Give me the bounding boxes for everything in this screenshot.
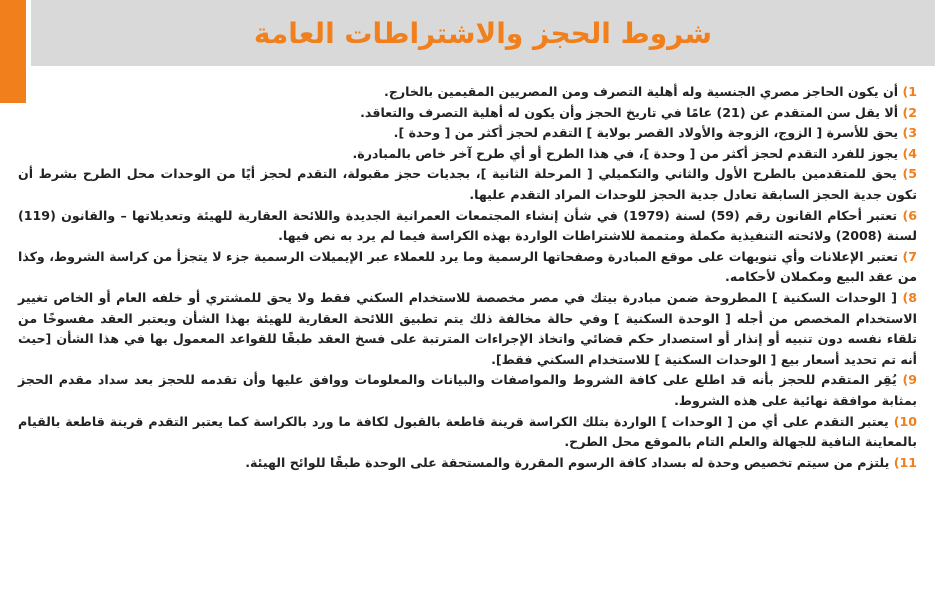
term-item xyxy=(18,82,917,103)
term-text: يُقِر المتقدم للحجز بأنه قد اطلع على كافة الشروط والمواصفات والبيانات والمعلومات ووافق عليها وأن تقدمه للحجز بعد سداد مقدم الحجز بمثابة موافقة نهائية على هذه الشروط. xyxy=(18,372,917,408)
term-text: يعتبر التقدم على أي من [ الوحدات ] الواردة بتلك الكراسة قرينة قاطعة بالقبول لكافة ما ورد بالكراسة كما يعتبر التقدم قرينة قاطعة بالقيام بالمعاينة النافية للجهالة والعلم التام بالموقع محل الطرح. xyxy=(18,413,917,450)
term-text: ألا يقل سن المتقدم عن (21) عامًا في تاريخ الحجز وأن يكون له أهلية التصرف والتعاقد. xyxy=(360,104,899,120)
term-item xyxy=(18,164,917,205)
term-text: يجوز للفرد التقدم لحجز أكثر من [ وحدة ]، في هذا الطرح أو أي طرح آخر خاص بالمبادرة. xyxy=(352,145,899,161)
term-text: أن يكون الحاجز مصري الجنسية وله أهلية التصرف ومن المصريين المقيمين بالخارج. xyxy=(384,84,899,99)
page-header xyxy=(31,0,935,66)
term-number: 8) xyxy=(902,289,917,305)
term-text: تعتبر أحكام القانون رقم (59) لسنة (1979) في شأن إنشاء المجتمعات العمرانية الجديدة واللائحة العقارية للهيئة وتعديلاتها – والقانون (119) لسنة (2008) ولائحته التنفيذية مكملة ومتممة للاشتراطات الواردة بهذه الكراسة فيما لم يرد به نص فيها. xyxy=(18,207,917,244)
term-number: 11) xyxy=(893,454,917,470)
term-item xyxy=(18,247,917,288)
term-number: 6) xyxy=(902,207,917,223)
term-number: 1) xyxy=(902,84,917,99)
term-text: يحق للمتقدمين بالطرح الأول والثاني والتكميلي [ المرحلة الثانية ]، بجديات حجز مقبولة، التقدم لحجز أيًا من الوحدات محل الطرح بشرط أن تكون جدية الحجز السابقة تعادل جدية الحجز للوحدات المراد التقدم عليها. xyxy=(18,166,917,202)
term-number: 2) xyxy=(902,104,917,120)
term-number: 9) xyxy=(902,372,917,388)
page-title: شروط الحجز والاشتراطات العامة xyxy=(253,16,713,50)
term-item xyxy=(18,412,917,453)
term-item xyxy=(18,453,917,474)
term-item xyxy=(18,144,917,165)
term-item xyxy=(18,123,917,144)
term-number: 3) xyxy=(902,125,917,141)
term-item xyxy=(18,288,917,370)
term-item xyxy=(18,103,917,124)
term-text: تعتبر الإعلانات وأي تنويهات على موقع المبادرة وصفحاتها الرسمية وما يرد للعملاء عبر الإيميلات الرسمية جزء لا يتجزأ من كراسة الشروط، وكذا من عقد البيع ومكملان لأحكامه. xyxy=(18,248,917,285)
term-text: يحق للأسرة [ الزوج، الزوجة والأولاد القصر بولاية ] التقدم لحجز أكثر من [ وحدة ]. xyxy=(393,125,899,141)
term-number: 10) xyxy=(893,413,918,429)
term-item xyxy=(18,370,917,411)
terms-list xyxy=(18,82,917,473)
term-number: 7) xyxy=(902,248,917,264)
term-number: 5) xyxy=(902,166,917,182)
term-text: يلتزم من سيتم تخصيص وحدة له بسداد كافة الرسوم المقررة والمستحقة على الوحدة طبقًا للوائح الهيئة. xyxy=(245,454,890,470)
term-item xyxy=(18,206,917,247)
term-number: 4) xyxy=(902,145,917,161)
term-text: [ الوحدات السكنية ] المطروحة ضمن مبادرة بيتك في مصر مخصصة للاستخدام السكني فقط ولا يحق للمشتري أو خلفه العام أو الخاص تغيير الاستخدام المخصص من أجله [ الوحدة السكنية ] وفي حالة مخالفة ذلك يتم تطبيق اللائحة العقارية للهيئة بهذا الشأن ويعتبر العقد مفسوخًا من تلقاء نفسه دون تنبيه أو إنذار أو استصدار حكم قضائي واتخاذ الإجراءات المترتبة على فسخ العقد طبقًا للقواعد المعمول بها في هذا الشأن [حيث أنه تم تحديد أسعار بيع [ الوحدات السكنية ] للاستخدام السكني فقط]. xyxy=(18,289,917,367)
